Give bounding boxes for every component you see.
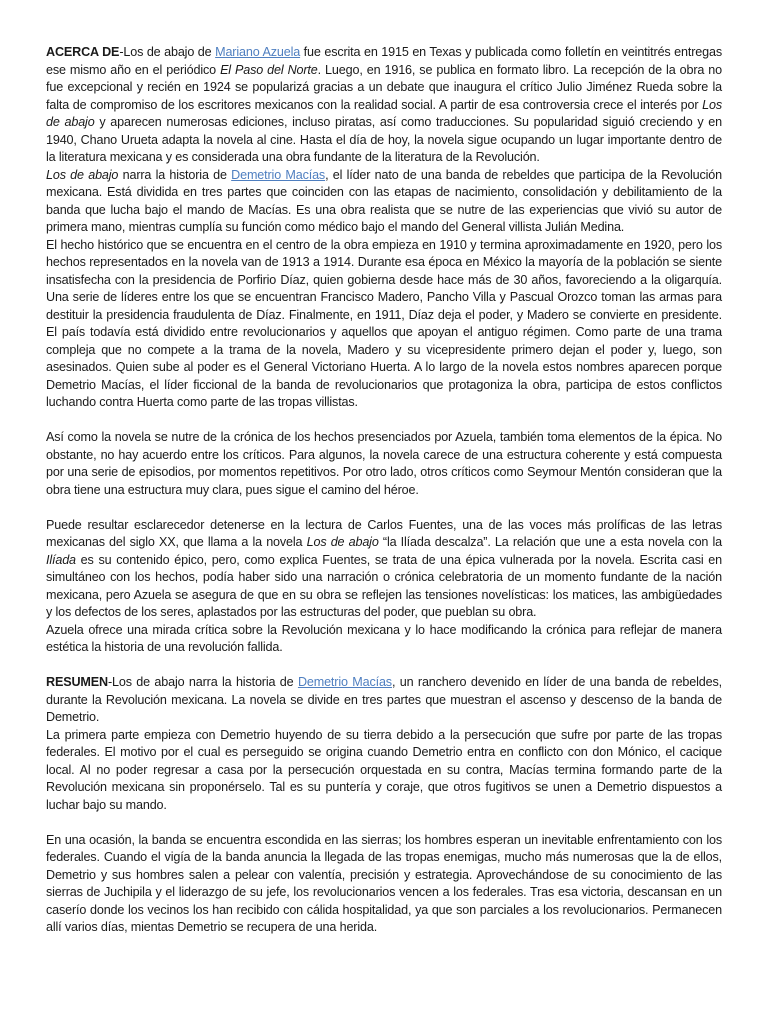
section-heading-resumen: RESUMEN — [46, 675, 108, 689]
text-span: -Los de abajo narra la historia de — [107, 675, 298, 689]
paragraph-epic: Así como la novela se nutre de la crónica de los hechos presenciados por Azuela, también toma elementos de la épica. No obstante, no hay acuerdo entre los críticos. Para algunos, la novela carece de una estructura coherente y está compuesta por una serie de episodios, por momentos repetitivos. Por otro lado, otros críticos como Seymour Mentón consideran que la obra tiene una estructura muy clara, pues sigue el camino del héroe. — [46, 430, 722, 497]
text-span: narra la historia de — [118, 167, 232, 182]
text-span: , el líder nato de una banda de rebeldes que participa de la Revolución mexicana. Está dividida en tres partes que coinciden con las etapas de nacimiento, consolidación y debilitamiento de la banda que lucha bajo el mando de Macías. Es una obra realista que se nutre de las experiencias que vivió su autor de primera mano, mientras cumplía su función como médico bajo el mando del General villista Julián Medina. — [46, 167, 722, 234]
author-link[interactable]: Mariano Azuela — [215, 45, 301, 59]
text-span: Puede resultar esclarecedor detenerse en la lectura de Carlos Fuentes, una de las voces más prolíficas de las letras mexicanas del siglo XX, que llama a la novela — [46, 517, 722, 549]
paragraph-resumen — [46, 674, 722, 727]
text-span: fue escrita en 1915 en Texas y publicada como folletín en veintitrés entregas ese mismo año en el periódico — [46, 45, 722, 77]
text-span: y aparecen numerosas ediciones, incluso piratas, así como traducciones. Su popularidad siguió creciendo y en 1940, Chano Urueta adapta la novela al cine. Hasta el día de hoy, la novela sigue ocupando un lugar importante dentro de la literatura mexicana y es considerada una obra fundante de la literatura de la Revolución. — [46, 115, 723, 164]
book-title: Los de abajo — [306, 535, 379, 549]
text-span: -Los de abajo de — [119, 45, 216, 59]
character-link[interactable]: Demetrio Macías — [231, 167, 326, 182]
document-body — [46, 44, 722, 937]
book-title: Los de abajo — [46, 97, 722, 129]
text-span: “la Ilíada descalza”. La relación que une a esta novela con la — [378, 535, 722, 549]
paragraph-first-part: La primera parte empieza con Demetrio huyendo de su tierra debido a la persecución que sufre por parte de las tropas federales. El motivo por el cual es perseguido se origina cuando Demetrio entra en conflicto con don Mónico, el cacique local. Al no poder regresar a casa por la persecución orquestada en su contra, Macías termina formando parte de la Revolución mexicana sin proponérselo. Tal es su puntería y coraje, que otros fugitivos se unen a Demetrio dispuestos a luchar bajo su mando. — [46, 727, 722, 812]
paragraph-critical-view: Azuela ofrece una mirada crítica sobre la Revolución mexicana y lo hace modificando la crónica para reflejar de manera estética la historia de una revolución fallida. — [46, 622, 722, 654]
paragraph-historical-context: El hecho histórico que se encuentra en el centro de la obra empieza en 1910 y termina aproximadamente en 1920, pero los hechos representados en la novela van de 1913 a 1914. Durante esa época en México la mayoría de la población se siente insatisfecha con la presidencia de Porfirio Díaz, quien gobierna desde hace más de 30 años, favoreciendo a la oligarquía. Una serie de líderes entre los que se encuentran Francisco Madero, Pancho Villa y Pascual Orozco toman las armas para destituir la presidencia fraudulenta de Díaz. Finalmente, en 1911, Díaz deja el poder, y Madero se convierte en presidente. El país todavía está dividido entre revolucionarios y aquellos que apoyan el antiguo régimen. Como parte de una trama compleja que no compete a la trama de la novela, Madero y su vicepresidente primero dejan el poder y, luego, son asesinados. Quien sube al poder es el General Victoriano Huerta. A lo largo de la novela estos nombres aparecen porque Demetrio Macías, el líder ficcional de la banda de revolucionarios que protagoniza la obra, participa de estos conflictos luchando contra Huerta como parte de las tropas villistas. — [46, 237, 722, 409]
character-link[interactable]: Demetrio Macías — [297, 675, 392, 689]
paragraph-synopsis — [46, 167, 722, 237]
paragraph-acerca-de — [46, 44, 722, 167]
text-span: es su contenido épico, pero, como explica Fuentes, se trata de una épica vulnerada por la novela. Escrita casi en simultáneo con los hechos, podía haber sido una narración o crónica celebratoria de un momento fundante de la nación mexicana, pero Azuela se asegura de que en su obra se reflejen las tensiones novelísticas: los matices, las ambigüedades y los defectos de los seres, aplastados por las estructuras del poder, que pueblan su obra. — [46, 552, 722, 619]
book-title: Los de abajo — [46, 167, 119, 182]
section-heading-acerca-de: ACERCA DE — [46, 45, 120, 59]
iliad-title: Ilíada — [46, 552, 76, 567]
newspaper-title: El Paso del Norte — [220, 62, 318, 77]
paragraph-sierras: En una ocasión, la banda se encuentra escondida en las sierras; los hombres esperan un inevitable enfrentamiento con los federales. Cuando el vigía de la banda anuncia la llegada de las tropas enemigas, mucho más numerosas que la de ellos, Demetrio y sus hombres salen a pelear con valentía, precisión y estrategia. Aprovechándose de su conocimiento de las sierras de Juchipila y el liderazgo de su jefe, los revolucionarios vencen a los federales. Tras esa victoria, descansan en un caserío donde los vecinos los han recibido con cálida hospitalidad, ya que son parciales a los revolucionarios. Permanecen allí varios días, mientas Demetrio se recupera de una herida. — [46, 832, 722, 934]
paragraph-fuentes — [46, 517, 722, 622]
text-span: , un ranchero devenido en líder de una banda de rebeldes, durante la Revolución mexicana. La novela se divide en tres partes que muestran el ascenso y descenso de la banda de Demetrio. — [46, 675, 722, 724]
text-span: . Luego, en 1916, se publica en formato libro. La recepción de la obra no fue excepcional y recién en 1924 se popularizá gracias a un debate que inaugura el crítico Julio Jiménez Rueda sobre la falta de compromiso de los escritores mexicanos con la realidad social. A partir de esa controversia crece el interés por — [46, 62, 722, 112]
